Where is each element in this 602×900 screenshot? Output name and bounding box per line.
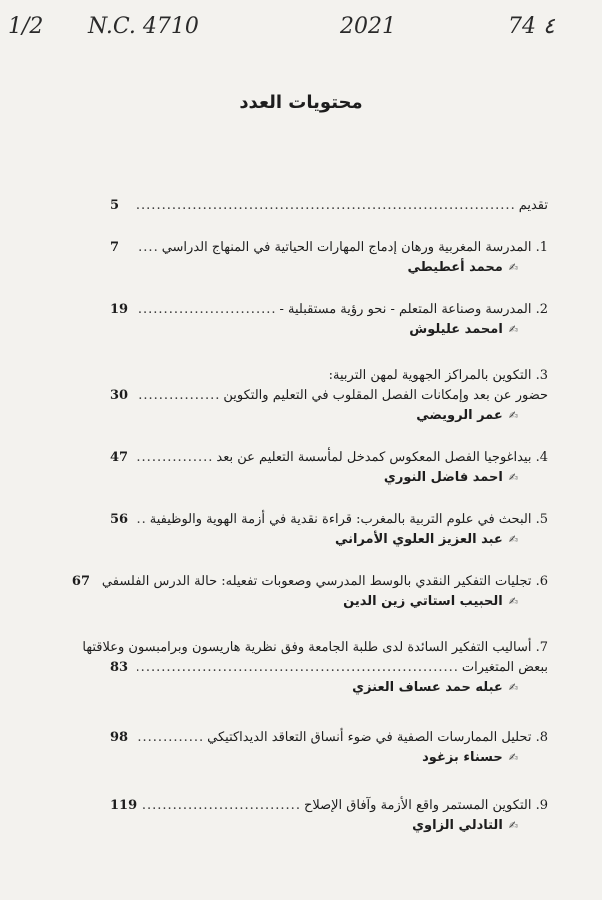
entry-title: 4. بيداغوجيا الفصل المعكوس كمدخل لمأسسة التعليم عن بعد bbox=[216, 450, 548, 465]
leader-dots bbox=[137, 196, 516, 216]
pen-icon: ✍ bbox=[508, 471, 518, 484]
leader-dots bbox=[137, 510, 147, 530]
pen-icon: ✍ bbox=[508, 323, 518, 336]
page-number: 56 bbox=[110, 512, 129, 527]
page-number: 98 bbox=[110, 730, 129, 745]
leader-dots bbox=[137, 448, 213, 468]
entry-title: 6. تجليات التفكير النقدي بالوسط المدرسي وصعوبات تفعيله: حالة الدرس الفلسفي bbox=[101, 574, 548, 589]
page-number: 119 bbox=[110, 798, 138, 813]
pen-icon: ✍ bbox=[508, 751, 518, 764]
entry-author: ✍حسناء بزغود bbox=[422, 750, 518, 765]
entry-author: ✍التادلي الزاوي bbox=[412, 818, 518, 833]
toc-entry-7 bbox=[82, 638, 548, 698]
entry-title: 5. البحث في علوم التربية بالمغرب: قراءة نقدية في أزمة الهوية والوظيفية bbox=[149, 512, 548, 527]
page-number: 83 bbox=[110, 660, 129, 675]
toc-entry-intro bbox=[110, 196, 548, 216]
pen-icon: ✍ bbox=[508, 409, 518, 422]
page-number: 5 bbox=[110, 198, 120, 213]
pen-icon: ✍ bbox=[508, 819, 518, 832]
pen-icon: ✍ bbox=[508, 681, 518, 694]
entry-title: تقديم bbox=[518, 198, 548, 213]
handwritten-issue: 74 ٤ bbox=[508, 14, 555, 39]
toc-entry-5 bbox=[110, 510, 548, 550]
toc-entry-3 bbox=[110, 366, 548, 426]
page-number: 7 bbox=[110, 240, 120, 255]
entry-title-cont: حضور عن بعد وإمكانات الفصل المقلوب في التعليم والتكوين bbox=[223, 388, 548, 403]
toc-entry-6 bbox=[71, 572, 548, 612]
handwritten-fraction: 1/2 bbox=[8, 14, 44, 39]
entry-title: 3. التكوين بالمراكز الجهوية لمهن التربية: bbox=[328, 368, 548, 383]
toc-entry-1 bbox=[110, 238, 548, 278]
toc-entry-8 bbox=[110, 728, 548, 768]
leader-dots bbox=[137, 658, 459, 678]
entry-title: 2. المدرسة وصناعة المتعلم - نحو رؤية مستقبلية - bbox=[279, 302, 548, 317]
entry-title: 8. تحليل الممارسات الصفية في ضوء أنساق التعاقد الديداكتيكي bbox=[207, 730, 548, 745]
page-number: 19 bbox=[110, 302, 129, 317]
toc-entry-2 bbox=[110, 300, 548, 340]
entry-author: ✍امحمد عليلوش bbox=[409, 322, 518, 337]
pen-icon: ✍ bbox=[508, 533, 518, 546]
handwritten-year: 2021 bbox=[340, 14, 396, 39]
handwritten-call-number: N.C. 4710 bbox=[88, 14, 199, 39]
leader-dots bbox=[137, 386, 220, 406]
leader-dots bbox=[137, 728, 204, 748]
entry-author: ✍عمر الرويضي bbox=[416, 408, 518, 423]
pen-icon: ✍ bbox=[508, 261, 518, 274]
entry-title: 7. أساليب التفكير السائدة لدى طلبة الجامعة وفق نظرية هاريسون وبرامبسون وعلاقتها bbox=[82, 640, 548, 655]
entry-author: ✍عبد العزيز العلوي الأمراني bbox=[334, 532, 518, 547]
leader-dots bbox=[137, 300, 276, 320]
page-number: 30 bbox=[110, 388, 129, 403]
entry-author: ✍احمد فاضل النوري bbox=[383, 470, 518, 485]
entry-title: 1. المدرسة المغربية ورهان إدماج المهارات الحياتية في المنهاج الدراسي bbox=[161, 240, 548, 255]
page-number: 67 bbox=[71, 574, 90, 589]
entry-title: 9. التكوين المستمر واقع الأزمة وآفاق الإصلاح bbox=[303, 798, 548, 813]
page-number: 47 bbox=[110, 450, 129, 465]
toc-entry-4 bbox=[110, 448, 548, 488]
entry-author: ✍محمد أعطيطي bbox=[407, 260, 518, 275]
entry-author: ✍الحبيب استاتي زين الدين bbox=[343, 594, 518, 609]
toc-entry-9 bbox=[110, 796, 548, 836]
entry-author: ✍عبله حمد عساف العنزي bbox=[352, 680, 518, 695]
leader-dots bbox=[140, 796, 301, 816]
leader-dots bbox=[137, 238, 159, 258]
table-of-contents bbox=[71, 196, 548, 836]
entry-title-cont: ببعض المتغيرات bbox=[461, 660, 548, 675]
pen-icon: ✍ bbox=[508, 595, 518, 608]
page-title: محتويات العدد bbox=[239, 92, 363, 113]
